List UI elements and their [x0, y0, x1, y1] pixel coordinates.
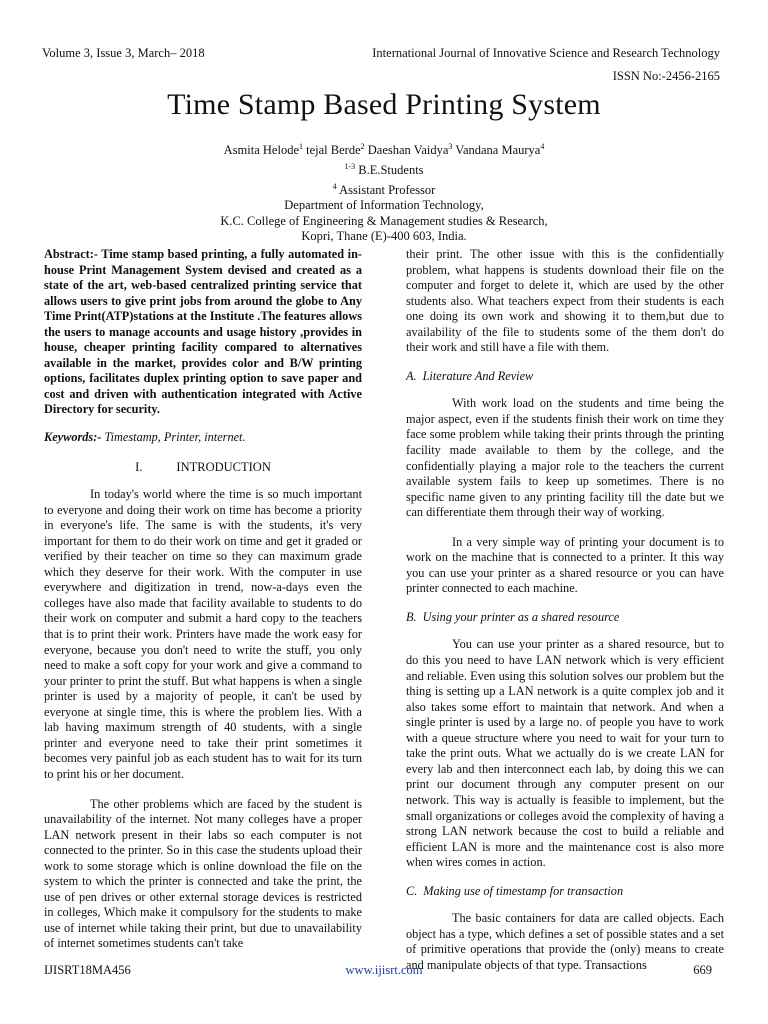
author-name: Vandana Maurya: [452, 143, 541, 158]
section-heading: [44, 460, 362, 476]
college-line: K.C. College of Engineering & Management studies & Research,: [220, 213, 548, 228]
running-header-right: International Journal of Innovative Science and Research Technology: [372, 46, 720, 60]
subsection-letter: A.: [406, 368, 417, 383]
subsection-title: Making use of timestamp for transaction: [423, 883, 624, 898]
paper-title: Time Stamp Based Printing System: [167, 88, 601, 121]
body-paragraph: The other problems which are faced by the student is unavailability of the internet. Not many colleges have a proper LAN network present in their labs so each computer is not connected to the printer. So in this case the students upload their work to some storage which is online download the file on the system to which the printer is connected and take the print, the use of pen drives or other external storage devices is restricted in colleges, Which make it compulsory for the students to make use of internet while taking their print, but due to unavailability of internet sometimes students can't take: [44, 796, 362, 951]
body-paragraph: The basic containers for data are called objects. Each object has a type, which defines a set of possible states and a set of primitive operations that provide the (only) means to create and manipulate objects of that type. Transactions: [406, 911, 724, 972]
right-column: [406, 247, 724, 973]
affiliation-text: Assistant Professor: [336, 182, 436, 197]
affiliation-mark: 4: [332, 181, 337, 191]
section-title: INTRODUCTION: [176, 459, 271, 474]
subsection-heading: [406, 610, 724, 626]
author-line: [0, 139, 768, 159]
footer-id: IJISRT18MA456: [44, 963, 131, 977]
address-line: Kopri, Thane (E)-400 603, India.: [301, 229, 467, 244]
left-column: [44, 247, 362, 952]
body-paragraph: With work load on the students and time being the major aspect, even if the students finish their work on time they face some problem while taking their prints through the printing facility made available to them by the college, and the confidentially playing a major role to the teachers the current available system fails to keep up sometimes. There is no specific name given to any printing facility till the date but we can differentiate them through their way of working.: [406, 396, 724, 520]
affiliation-mark: 2: [360, 142, 365, 151]
affiliation-line: [0, 159, 768, 179]
body-paragraph: their print. The other issue with this is the confidentially problem, what happens is students download their file on the computer and forget to delete it, which are used by the other students also. What teachers expect from their students is each one doing its own work and showing it to them,but due to availability of the file to students some of the them don't do their work and still have a file with them.: [406, 247, 724, 355]
subsection-title: Literature And Review: [422, 368, 534, 383]
affiliation-line: [0, 179, 768, 199]
body-paragraph: You can use your printer as a shared resource, but to do this you need to have LAN network which is very efficient and reliable. Even using this solution solves our problem but the thing is setting up a LAN network is a quite complex job and it also takes some effort to maintain that network. And when a single printer is used by a large no. of people you have to work with a queue structure where you need to wait for your turn to take the print outs. What we actually do is we create LAN for every lab and then interconnect each lab, by doing this we can print our document through any computer present on our network. This way is actually is feasible to implement, but the small organizations or colleges avoid the complexity of having a strong LAN network because the cost to build a reliable and efficient LAN is more and the maintenance cost is also more when wires comes in action.: [406, 637, 724, 870]
issn-label: ISSN No:-2456-2165: [612, 69, 720, 83]
affiliation-mark: 1: [299, 142, 303, 151]
page-number: 669: [693, 963, 712, 977]
section-number: I.: [135, 459, 143, 474]
subsection-title: Using your printer as a shared resource: [422, 609, 620, 624]
keywords: [44, 430, 362, 446]
author-name: Asmita Helode: [223, 143, 299, 158]
author-block: [0, 139, 768, 245]
subsection-heading: [406, 884, 724, 900]
subsection-letter: B.: [406, 609, 417, 624]
department-line: Department of Information Technology,: [284, 198, 484, 213]
subsection-letter: C.: [406, 883, 418, 898]
author-name: tejal Berde: [303, 143, 361, 158]
keywords-label: Keywords:-: [44, 430, 102, 445]
affiliation-mark: 4: [540, 142, 545, 151]
body-paragraph: In a very simple way of printing your document is to work on the machine that is connected to a printer. It this way you can use your printer as a shared resource or you can have printer connected to each machine.: [406, 534, 724, 596]
running-header-left: Volume 3, Issue 3, March– 2018: [42, 46, 205, 60]
affiliation-text: B.E.Students: [355, 162, 424, 177]
affiliation-mark: 1-3: [344, 161, 356, 171]
subsection-heading: [406, 369, 724, 385]
affiliation-mark: 3: [448, 142, 453, 151]
keywords-text: Timestamp, Printer, internet.: [101, 430, 246, 445]
author-name: Daeshan Vaidya: [364, 143, 449, 158]
abstract: Abstract:- Time stamp based printing, a fully automated in-house Print Management System devised and created as a state of the art, web-based centralized printing service that allows users to give print jobs from around the globe to Any Time Print(ATP)stations at the Institute .The features allows the users to manage accounts and usage history ,provides in house, cheaper printing facility compared to alternatives available in the market, provides color and B/W printing options, facilitates duplex printing option to save paper and cost and driven with authentication integrated with Active Directory for security.: [44, 247, 362, 417]
footer-website-link[interactable]: www.ijisrt.com: [345, 963, 423, 977]
body-paragraph: In today's world where the time is so much important to everyone and doing their work on time has become a priority in everyone's life. The same is with the students, it's very important for them to do their work on time and get it graded or verified by their teacher on time so they can maximum grade which they deserve for their work. With the computer in use everywhere and digitization in trend, now-a-days even the colleges have also made that facility available to students to do their work on computer and submit a hard copy to the teachers that is to print their work. Printers have made the work easy for everyone, because you don't need to write the stuff, you only need to make a soft copy for your work and give a command to your printer to print the stuff. But what happens is when a single printer is used by a majority of people, it can't be used by everyone at single time, this is where the problem lies. With a lab having maximum strength of 40 students, with a single printer and everyone need to take their print sometimes it becomes very painful job as each student has to wait for its turn to print his or her document.: [44, 487, 362, 781]
